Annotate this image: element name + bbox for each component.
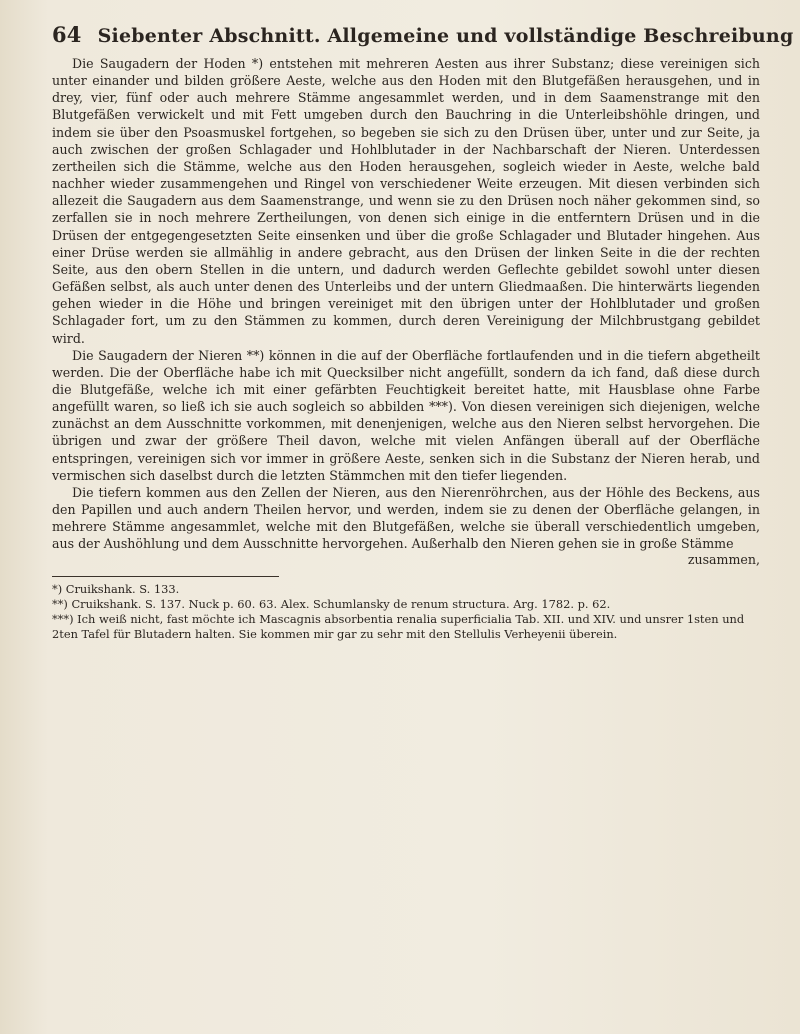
footnotes [52, 582, 760, 642]
catchword: zusammen, [687, 551, 760, 567]
footnote-3: ***) Ich weiß nicht, fast möchte ich Mascagnis absorbentia renalia superficialia Tab. XII. und XIV. und unsrer 1sten und 2ten Tafel für Blutadern halten. Sie kommen mir gar zu sehr mit den Stellulis Verheyenii überein. [52, 611, 745, 641]
paragraph-deep-kidney-lymphatics: Die tiefern kommen aus den Zellen der Nieren, aus den Nierenröhrchen, aus der Höhle des Beckens, aus den Papillen und auch andern Theilen hervor, und werden, indem sie zu denen der Oberfläche gelangen, in mehrere Stämme angesammlet, welche mit den Blutgefäßen, welche sie überall verschiedentlich umgeben, aus der Aushöhlung und dem Ausschnitte hervorgehen. Außerhalb den Nieren gehen sie in große Stämme [52, 484, 760, 552]
paragraph-kidney-lymphatics: Die Saugadern der Nieren **) können in die auf der Oberfläche fortlaufenden und in die tiefern abgetheilt werden. Die der Oberfläche habe ich mit Quecksilber nicht angefüllt, sondern da ich fand, daß diese durch die Blutgefäße, welche ich mit einer gefärbten Feuchtigkeit bereitet hatte, mit Hausblase ohne Farbe angefüllt waren, so ließ ich sie auch sogleich so abbilden ***). Von diesen vereinigen sich diejenigen, welche zunächst an dem Ausschnitte vorkommen, mit denenjenigen, welche aus den Nieren selbst hervorgehen. Die übrigen und zwar der größere Theil davon, welche mit vielen Anfängen überall auf der Oberfläche entspringen, vereinigen sich vor immer in größere Aeste, senken sich in die Substanz der Nieren herab, und vermischen sich daselbst durch die letzten Stämmchen mit den tiefer liegenden. [52, 347, 760, 483]
footnote-2: **) Cruikshank. S. 137. Nuck p. 60. 63. Alex. Schumlansky de renum structura. Arg. 1782. p. 62. [52, 596, 611, 611]
page-header [52, 22, 794, 47]
footnote-divider [52, 576, 279, 577]
main-text [52, 55, 760, 568]
page-number: 64 [52, 22, 82, 47]
footnote-1: *) Cruikshank. S. 133. [52, 581, 180, 596]
running-title: Siebenter Abschnitt. Allgemeine und vollständige Beschreibung [97, 25, 794, 47]
paragraph-testicle-lymphatics: Die Saugadern der Hoden *) entstehen mit mehreren Aesten aus ihrer Substanz; diese vereinigen sich unter einander und bilden größere Aeste, welche aus den Hoden mit den Blutgefäßen herausgehen, und in drey, vier, fünf oder auch mehrere Stämme angesammlet werden, und in dem Saamenstrange mit den Blutgefäßen verwickelt und mit Fett umgeben durch den Bauchring in die Unterleibshöhle dringen, und indem sie über den Psoasmuskel fortgehen, so begeben sie sich zu den Drüsen über, unter und zur Seite, ja auch zwischen der großen Schlagader und Hohlblutader in der Nachbarschaft der Nieren. Unterdessen zertheilen sich die Stämme, welche aus den Hoden herausgehen, sogleich wieder in Aeste, welche bald nachher wieder zusammengehen und Ringel von verschiedener Weite erzeugen. Mit diesen verbinden sich allezeit die Saugadern aus dem Saamenstrange, und wenn sie zu den Drüsen noch näher gekommen sind, so zerfallen sie in noch mehrere Zertheilungen, von denen sich einige in die entferntern Drüsen und in die Drüsen der entgegengesetzten Seite einsenken und über die große Schlagader und Blutader hingehen. Aus einer Drüse werden sie allmählig in andere gebracht, aus den Drüsen der linken Seite in die der rechten Seite, aus den obern Stellen in die untern, und dadurch werden Geflechte gebildet sowohl unter diesen Gefäßen selbst, als auch unter denen des Unterleibs und der untern Gliedmaaßen. Die hinterwärts liegenden gehen wieder in die Höhe und bringen vereiniget mit den übrigen unter der Hohlblutader und großen Schlagader fort, um zu den Stämmen zu kommen, durch deren Vereinigung der Milchbrustgang gebildet wird. [52, 56, 760, 346]
